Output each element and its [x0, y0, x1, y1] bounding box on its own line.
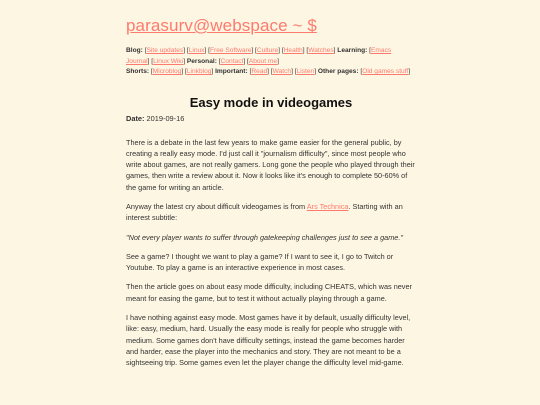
nav-personal-label: Personal:	[186, 57, 217, 65]
nav-shorts-label: Shorts:	[126, 68, 150, 75]
site-title-link[interactable]: parasurv@webspace ~ $	[126, 16, 317, 35]
ars-technica-link[interactable]: Ars Technica	[306, 201, 349, 211]
post-title: Easy mode in videogames	[189, 94, 353, 110]
paragraph-intro: There is a debate in the last few years to make game easier for the general public, by creating a really easy mode. I'd just call it "journalism difficulty", since most people who write about games, are not really gamers. Long gone the people who played through their games, then write a review about it. Now it looks like it's enough to complete 50-60% of the game for writing an article.	[126, 137, 415, 192]
nav-site-updates[interactable]: Site updates	[146, 47, 184, 54]
nav-watches[interactable]: Watches	[308, 47, 334, 54]
nav-about-me[interactable]: About me	[248, 57, 278, 65]
paragraph-ars-before: Anyway the latest cry about difficult videogames is from	[126, 201, 307, 211]
nav-health[interactable]: Health	[283, 47, 303, 54]
nav-emacs-journal[interactable]: Emacs Journal	[126, 47, 392, 65]
quote	[126, 232, 416, 243]
paragraph-cheats: Then the article goes on about easy mode difficulty, including CHEATS, which was never meant for easing the game, but to test it without actually playing through a game.	[126, 282, 412, 303]
nav-read[interactable]: Read	[251, 68, 268, 75]
paragraph-easy-mode: I have nothing against easy mode. Most games have it by default, usually difficulty level, like: easy, medium, hard. Usually the easy mode is really for people who struggle with medium. Some games don't have difficulty settings, instead the game becomes harder and harder, ease the player into the mechanics and story. They are not meant to be a sightseeing trip. Some games even let the player change the difficulty level mid-game.	[126, 313, 411, 368]
nav-contact[interactable]: Contact	[220, 57, 244, 65]
main-content	[126, 0, 416, 369]
nav-linux-wiki[interactable]: Linux Wiki	[153, 57, 184, 65]
nav-important-label: Important:	[215, 68, 248, 75]
nav-blog-label: Blog:	[126, 47, 143, 54]
nav-free-software[interactable]: Free Software	[209, 47, 252, 54]
nav-old-games-stuff[interactable]: Old games stuff	[362, 68, 409, 75]
nav-linux[interactable]: Linux	[188, 47, 205, 54]
nav-linkblog[interactable]: Linkblog	[186, 68, 212, 75]
nav-menu: Blog: [Site updates] [Linux] [Free Software] [Culture] [Health] [Watches] Learning: [Emacs Journal] [Linux Wiki] Personal: [Contact] [About me] Shorts: [Microblog] [Linkblog] Important: [Read] [Watch] [Listen] Other pages: [Old games stuff]	[126, 47, 411, 75]
paragraph-ars-after: . Starting with an interest subtitle:	[126, 201, 403, 223]
nav-microblog[interactable]: Microblog	[152, 68, 182, 75]
nav-culture[interactable]: Culture	[256, 47, 279, 54]
nav-other-pages-label: Other pages:	[317, 68, 359, 75]
paragraph-ars	[126, 201, 416, 224]
nav-listen[interactable]: Listen	[296, 68, 315, 75]
quote-text: "Not every player wants to suffer through gatekeeping challenges just to see a game."	[126, 232, 403, 242]
nav-watch[interactable]: Watch	[272, 68, 292, 75]
date-value: 2019-09-16	[146, 113, 185, 123]
paragraph-see-game: See a game? I thought we want to play a game? If I want to see it, I go to Twitch or Youtube. To play a game is an interactive experience in most cases.	[126, 251, 394, 273]
nav-learning-label: Learning:	[337, 47, 368, 54]
post-date	[126, 114, 416, 123]
date-label: Date:	[126, 113, 145, 123]
